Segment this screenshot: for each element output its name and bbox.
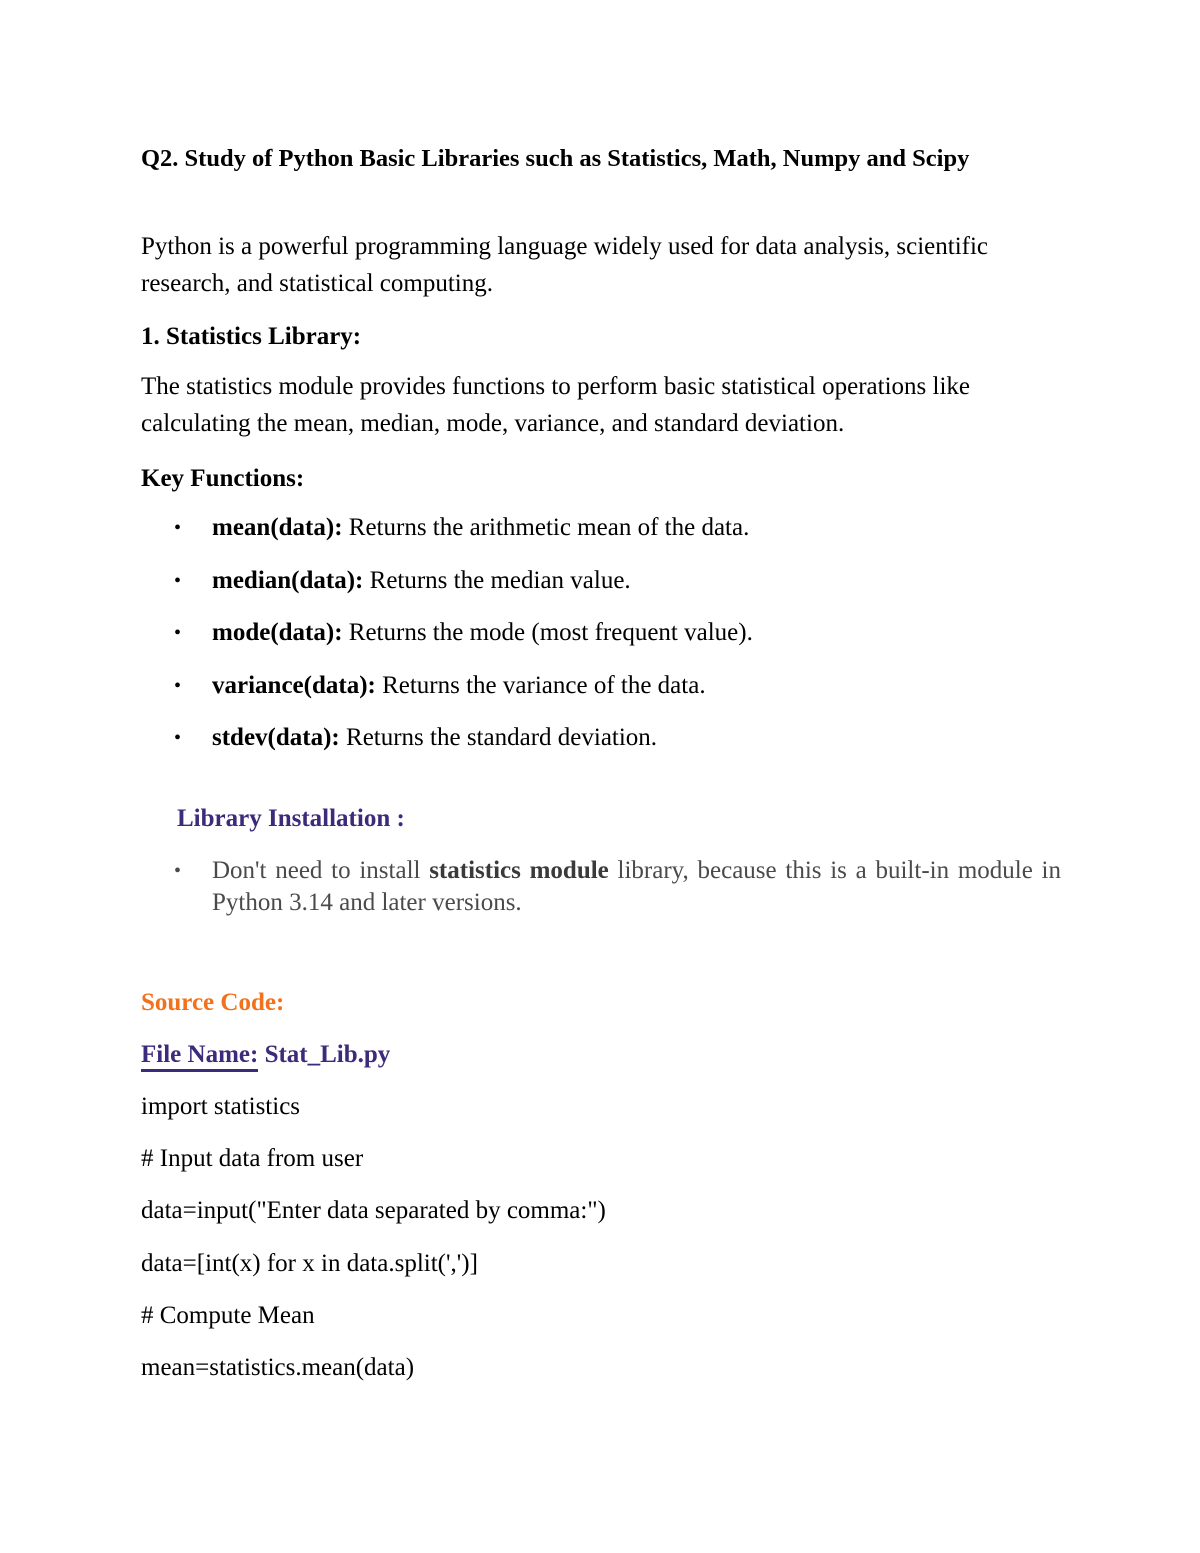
note-text-after: library, because this is a built-in module in Python 3.14 and later versions. [212,857,1061,916]
list-item [141,611,1061,664]
intro-paragraph: Python is a powerful programming language widely used for data analysis, scientific research, and statistical computing. [141,233,989,297]
section-heading: 1. Statistics Library: [141,323,362,350]
list-item [141,559,1061,612]
file-name-value: Stat_Lib.py [258,1041,391,1068]
note-text-bold: statistics module [429,857,609,884]
page-title: Q2. Study of Python Basic Libraries such as Statistics, Math, Numpy and Scipy [141,145,970,172]
note-text-before: Don't need to install [212,857,430,884]
file-name-line [141,1036,390,1073]
bullet-icon: • [174,569,182,592]
installation-note-list [141,855,1061,919]
function-name: mean(data): [212,514,343,541]
function-name: mode(data): [212,619,343,646]
key-functions-list [141,506,1061,769]
list-item [141,664,1061,717]
bullet-icon: • [174,727,182,749]
function-name: variance(data): [212,671,376,699]
key-functions-heading: Key Functions: [141,465,305,492]
function-name: stdev(data): [212,724,340,751]
section-paragraph: The statistics module provides functions to perform basic statistical operations like calculating the mean, median, mode, variance, and standard deviation. [141,373,970,437]
bullet-icon: • [174,860,182,882]
function-description: Returns the variance of the data. [375,671,706,699]
code-line: mean=statistics.mean(data) [141,1353,415,1381]
list-item [141,716,1061,769]
code-line: import statistics [141,1093,301,1120]
list-item [141,506,1061,559]
file-name-label: File Name: [141,1041,258,1072]
code-block [141,1088,606,1401]
bullet-icon: • [174,517,182,539]
function-description: Returns the median value. [363,566,631,594]
bullet-icon: • [174,622,182,644]
code-line: data=[int(x) for x in data.split(',')] [141,1249,478,1277]
function-description: Returns the mode (most frequent value). [342,619,753,646]
function-description: Returns the arithmetic mean of the data. [342,514,750,541]
source-code-heading: Source Code: [141,989,285,1016]
function-name: median(data): [212,566,364,594]
library-installation-heading: Library Installation : [177,805,405,832]
function-description: Returns the standard deviation. [339,724,658,751]
code-line: # Input data from user [141,1145,364,1173]
code-line: data=input("Enter data separated by comma:") [141,1197,606,1225]
installation-note [141,855,1061,919]
bullet-icon: • [174,674,182,697]
code-line: # Compute Mean [141,1301,315,1329]
